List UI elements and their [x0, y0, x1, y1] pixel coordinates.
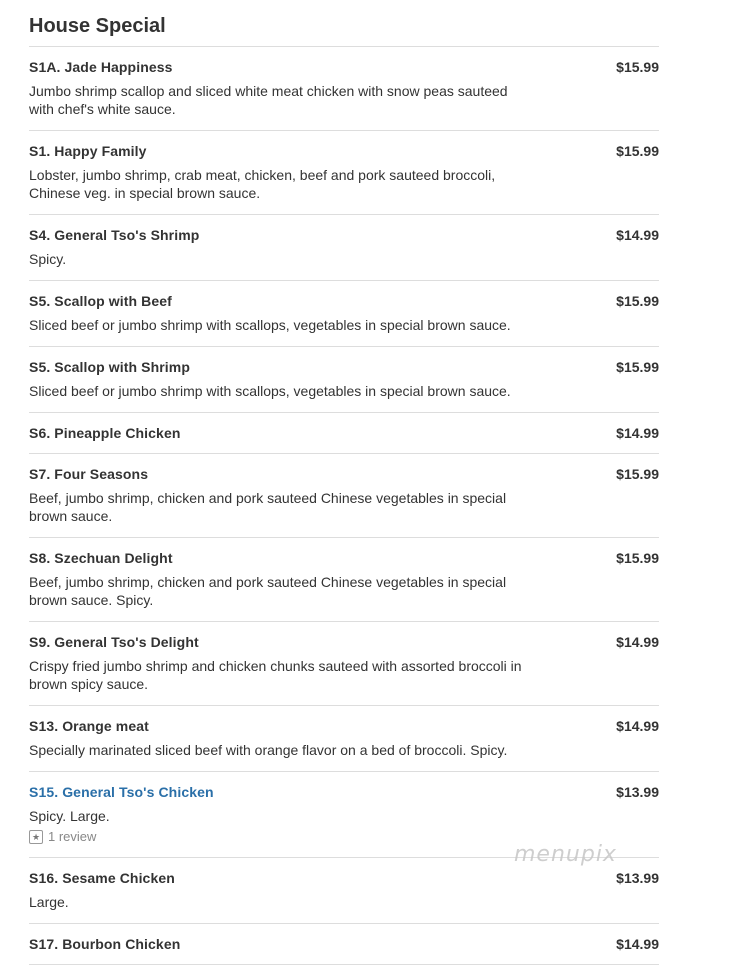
menu-item — [29, 281, 659, 347]
menu-item — [29, 706, 659, 772]
item-name: S5. Scallop with Shrimp — [29, 359, 190, 375]
item-name: S1A. Jade Happiness — [29, 59, 173, 75]
item-name: S17. Bourbon Chicken — [29, 936, 181, 952]
item-name: S16. Sesame Chicken — [29, 870, 175, 886]
menu-item — [29, 924, 659, 965]
item-description: Sliced beef or jumbo shrimp with scallops, vegetables in special brown sauce. — [29, 317, 511, 333]
item-price: $15.99 — [616, 359, 659, 375]
item-description: Specially marinated sliced beef with orange flavor on a bed of broccoli. Spicy. — [29, 742, 508, 758]
item-description: Lobster, jumbo shrimp, crab meat, chicken, beef and pork sauteed broccoli, Chinese veg. in special brown sauce. — [29, 167, 496, 201]
item-description: Sliced beef or jumbo shrimp with scallops, vegetables in special brown sauce. — [29, 383, 511, 399]
watermark: menupix — [514, 842, 617, 867]
item-price: $15.99 — [616, 466, 659, 482]
menu-item — [29, 454, 659, 538]
menu-item — [29, 622, 659, 706]
menu-item — [29, 538, 659, 622]
item-price: $13.99 — [616, 784, 659, 800]
item-name: S7. Four Seasons — [29, 466, 149, 482]
item-name: S4. General Tso's Shrimp — [29, 227, 200, 243]
item-description: Beef, jumbo shrimp, chicken and pork sauteed Chinese vegetables in special brown sauce. Spicy. — [29, 574, 507, 608]
section-title: House Special — [29, 0, 659, 47]
item-description: Large. — [29, 894, 69, 910]
item-price: $14.99 — [616, 425, 659, 441]
item-name: S9. General Tso's Delight — [29, 634, 199, 650]
review-count: 1 review — [48, 829, 97, 844]
item-name: S1. Happy Family — [29, 143, 147, 159]
item-price: $14.99 — [616, 634, 659, 650]
item-description: Beef, jumbo shrimp, chicken and pork sauteed Chinese vegetables in special brown sauce. — [29, 490, 507, 524]
item-name: S13. Orange meat — [29, 718, 149, 734]
item-description: Spicy. Large. — [29, 808, 110, 824]
item-name: S5. Scallop with Beef — [29, 293, 172, 309]
item-description: Jumbo shrimp scallop and sliced white meat chicken with snow peas sauteed with chef's white sauce. — [29, 83, 508, 117]
item-name: S6. Pineapple Chicken — [29, 425, 181, 441]
item-description: Crispy fried jumbo shrimp and chicken chunks sauteed with assorted broccoli in brown spicy sauce. — [29, 658, 522, 692]
menu-item — [29, 215, 659, 281]
item-price: $14.99 — [616, 227, 659, 243]
item-price: $15.99 — [616, 59, 659, 75]
item-name: S8. Szechuan Delight — [29, 550, 173, 566]
star-icon: ★ — [29, 830, 43, 844]
item-price: $13.99 — [616, 870, 659, 886]
menu-section — [29, 0, 659, 965]
item-description: Spicy. — [29, 251, 67, 267]
item-price: $15.99 — [616, 293, 659, 309]
item-price: $14.99 — [616, 718, 659, 734]
menu-item — [29, 347, 659, 413]
menu-item — [29, 858, 659, 924]
menu-item — [29, 47, 659, 131]
item-price: $15.99 — [616, 550, 659, 566]
item-price: $15.99 — [616, 143, 659, 159]
menu-item — [29, 131, 659, 215]
item-name-link[interactable]: S15. General Tso's Chicken — [29, 784, 214, 800]
menu-item — [29, 413, 659, 454]
item-price: $14.99 — [616, 936, 659, 952]
